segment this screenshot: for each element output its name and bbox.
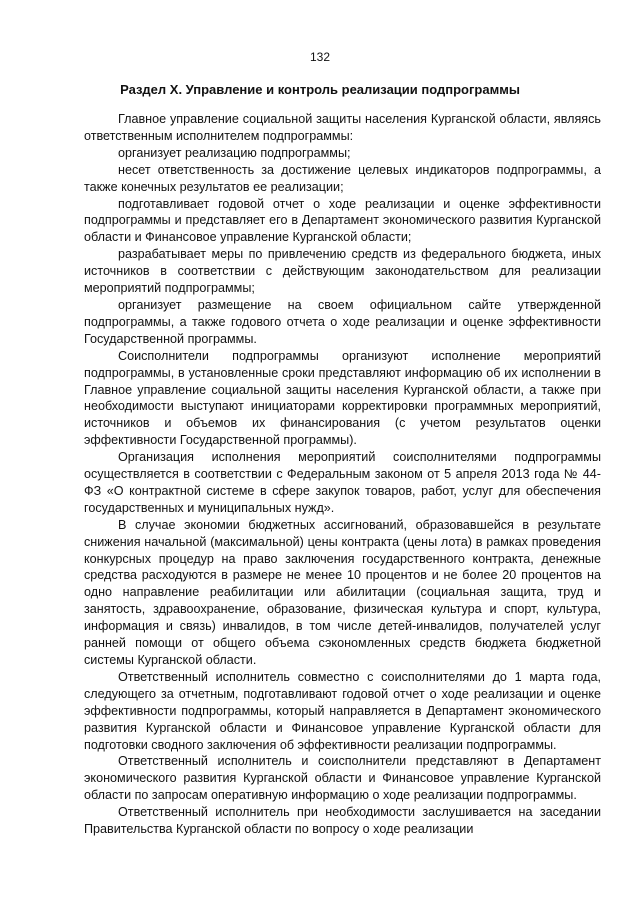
paragraph-budget-savings: В случае экономии бюджетных ассигнований, образовавшейся в результате снижения начальной (максимальной) цены контракта (цены лота) в рамках проведения конкурсных процедур на право заключения государственного контракта, денежные средства расходуются в размере не менее 10 процентов и не более 20 процентов на одно направление реабилитации или абилитации (социальная защита, труд и занятость, здравоохранение, образование, физическая культура и спорт, культура, информация и связь) инвалидов, в том числе детей-инвалидов, получателей услуг ранней помощи от общего объема сэкономленных средств бюджета бюджетной системы Курганской области. — [84, 517, 601, 667]
paragraph-government-hearing: Ответственный исполнитель при необходимости заслушивается на заседании Правительства Курганской области по вопросу о ходе реализации — [84, 805, 601, 837]
paragraph-organizes-implementation: организует реализацию подпрограммы; — [118, 145, 351, 160]
paragraph-bears-responsibility: несет ответственность за достижение целевых индикаторов подпрограммы, а также конечных результатов ее реализации; — [84, 162, 601, 194]
paragraph-responsible-executor-intro: Главное управление социальной защиты населения Курганской области, являясь ответственным исполнителем подпрограммы: — [84, 112, 601, 143]
section-heading: Раздел X. Управление и контроль реализации подпрограммы — [120, 82, 520, 97]
page-number: 132 — [309, 50, 331, 64]
paragraph-annual-report: подготавливает годовой отчет о ходе реализации и оценке эффективности подпрограммы и представляет его в Департамент экономического развития Курганской области и Финансовое управление Курганской области; — [84, 196, 601, 245]
paragraph-co-executors: Соисполнители подпрограммы организуют исполнение мероприятий подпрограммы, в установленные сроки представляют информацию об их исполнении в Главное управление социальной защиты населения Курганской области, а также при необходимости выступают инициаторами корректировки программных мероприятий, источников и объемов их финансирования (с учетом результатов оценки эффективности Государственной программы). — [84, 348, 601, 448]
paragraph-website-publication: организует размещение на своем официальном сайте утвержденной подпрограммы, а также годового отчета о ходе реализации и оценке эффективности Государственной программы. — [84, 297, 601, 346]
paragraph-annual-report-deadline: Ответственный исполнитель совместно с соисполнителями до 1 марта года, следующего за отчетным, подготавливают годовой отчет о ходе реализации и оценке эффективности подпрограммы, который направляется в Департамент экономического развития Курганской области и Финансовое управление Курганской области для подготовки сводного заключения об эффективности реализации подпрограммы. — [84, 669, 601, 752]
paragraph-operational-information: Ответственный исполнитель и соисполнители представляют в Департамент экономического развития Курганской области и Финансовое управление Курганской области по запросам оперативную информацию о ходе реализации подпрограммы. — [84, 754, 601, 803]
body-text — [84, 111, 601, 838]
paragraph-funding-measures: разрабатывает меры по привлечению средств из федерального бюджета, иных источников в соответствии с действующим законодательством для реализации мероприятий подпрограммы; — [84, 247, 601, 296]
paragraph-federal-law: Организация исполнения мероприятий соисполнителями подпрограммы осуществляется в соответствии с Федеральным законом от 5 апреля 2013 года № 44- ФЗ «О контрактной системе в сфере закупок товаров, работ, услуг для обеспечения государственных и муниципальных нужд». — [84, 450, 601, 515]
